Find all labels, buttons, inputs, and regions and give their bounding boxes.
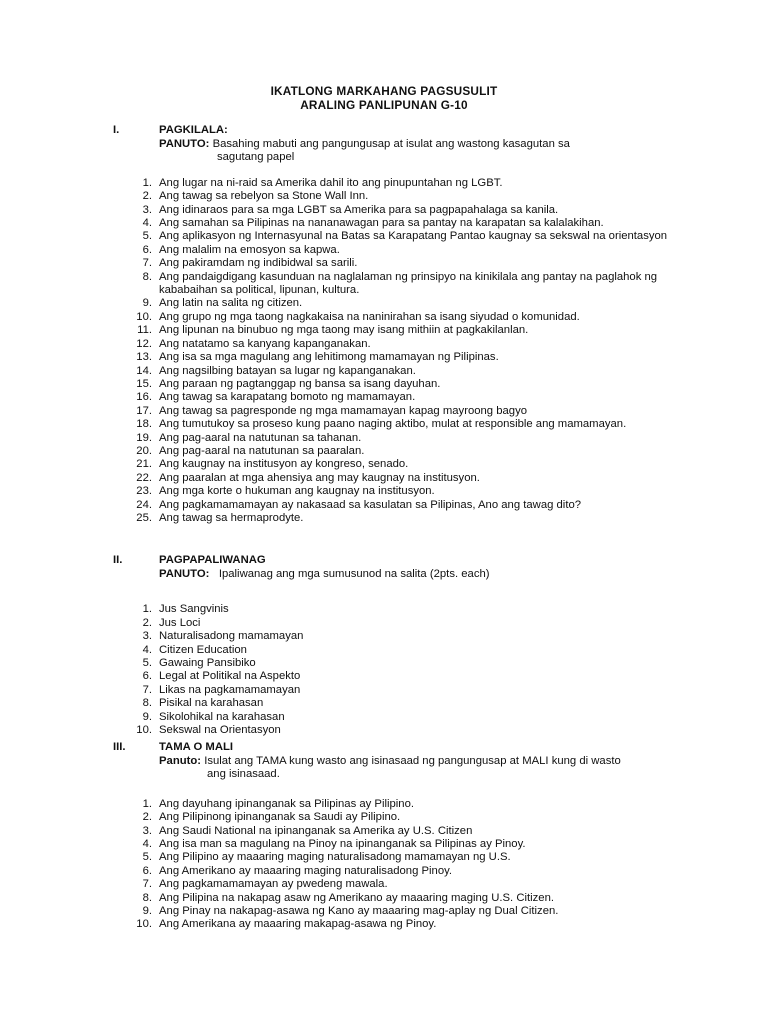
instructions-text: Ipaliwanag ang mga sumusunod na salita (2pts. each) <box>218 568 490 580</box>
question-text: Ang pagkamamamayan ay nakasaad sa kasulatan sa Pilipinas, Ano ang tawag dito? <box>159 498 582 511</box>
term-item <box>0 630 689 643</box>
term-text: Pisikal na karahasan <box>159 697 264 710</box>
question-number: 20. <box>136 444 152 457</box>
statement-text: Ang Pilipinong ipinanganak sa Saudi ay Pilipino. <box>159 811 401 824</box>
question-number: 15. <box>136 377 152 390</box>
section-header <box>0 741 768 755</box>
statement-item <box>0 878 689 891</box>
question-item <box>0 177 689 190</box>
question-item <box>0 391 689 404</box>
statement-item <box>0 851 689 864</box>
question-item <box>0 365 689 378</box>
question-number: 6. <box>142 243 152 256</box>
term-item <box>0 670 689 683</box>
question-item <box>0 324 689 337</box>
question-text: Ang grupo ng mga taong nagkakaisa na naninirahan sa isang siyudad o komunidad. <box>159 310 580 323</box>
question-item <box>0 271 689 298</box>
statement-number: 3. <box>142 824 152 837</box>
question-number: 8. <box>142 270 152 283</box>
statement-text: Ang Pilipino ay maaaring maging naturalisadong mamamayan ng U.S. <box>159 851 511 864</box>
statement-text: Ang Pinay na nakapag-asawa ng Kano ay maaaring mag-aplay ng Dual Citizen. <box>159 905 559 918</box>
question-text: Ang pag-aaral na natutunan sa tahanan. <box>159 431 362 444</box>
statement-number: 5. <box>142 851 152 864</box>
section-pagpapaliwanag <box>0 554 768 737</box>
question-text: Ang latin na salita ng citizen. <box>159 297 303 310</box>
question-item <box>0 485 689 498</box>
question-item <box>0 338 689 351</box>
term-number: 10. <box>136 724 152 737</box>
question-text: Ang pag-aaral na natutunan sa paaralan. <box>159 444 365 457</box>
question-text: Ang kaugnay na institusyon ay kongreso, senado. <box>159 458 409 471</box>
question-text: Ang tawag sa rebelyon sa Stone Wall Inn. <box>159 190 369 203</box>
question-number: 21. <box>136 458 152 471</box>
section-number: II. <box>113 554 123 566</box>
statement-text: Ang dayuhang ipinanganak sa Pilipinas ay Pilipino. <box>159 797 414 810</box>
statement-number: 2. <box>142 811 152 824</box>
section-number: III. <box>113 741 126 753</box>
question-text: Ang pakiramdam ng indibidwal sa sarili. <box>159 257 358 270</box>
section-instructions <box>159 755 699 782</box>
instructions-text: Basahing mabuti ang pangungusap at isulat ang wastong kasagutan sa <box>212 138 570 150</box>
statement-item <box>0 838 689 851</box>
term-text: Naturalisadong mamamayan <box>159 630 304 643</box>
instructions-text-continued: sagutang papel <box>217 151 295 164</box>
statement-list <box>0 798 768 932</box>
term-item <box>0 697 689 710</box>
term-number: 4. <box>142 643 152 656</box>
term-number: 9. <box>142 710 152 723</box>
term-item <box>0 711 689 724</box>
question-number: 5. <box>142 230 152 243</box>
question-text: Ang samahan sa Pilipinas na nananawagan para sa pantay na karapatan sa kalalakihan. <box>159 217 604 230</box>
question-text: Ang aplikasyon ng Internasyunal na Batas sa Karapatang Pantao kaugnay sa sekswal na orientasyon <box>159 230 668 243</box>
question-number: 17. <box>136 404 152 417</box>
section-instructions <box>159 568 679 581</box>
statement-text: Ang Pilipina na nakapag asaw ng Amerikano ay maaaring maging U.S. Citizen. <box>159 891 554 904</box>
instructions-text: Isulat ang TAMA kung wasto ang isinasaad ng pangungusap at MALI kung di wasto <box>204 755 621 767</box>
question-list <box>0 177 768 526</box>
exam-title: IKATLONG MARKAHANG PAGSUSULIT <box>270 84 498 98</box>
question-number: 12. <box>136 337 152 350</box>
question-text: Ang malalim na emosyon sa kapwa. <box>159 243 340 256</box>
statement-item <box>0 865 689 878</box>
question-item <box>0 432 689 445</box>
question-item <box>0 499 689 512</box>
term-item <box>0 657 689 670</box>
term-item <box>0 724 689 737</box>
section-header <box>0 554 768 568</box>
term-item <box>0 644 689 657</box>
term-number: 6. <box>142 670 152 683</box>
question-item <box>0 418 689 431</box>
instructions-label: PANUTO: <box>159 138 210 150</box>
question-number: 7. <box>142 257 152 270</box>
term-item <box>0 684 689 697</box>
section-tama-o-mali <box>0 741 768 932</box>
section-instructions <box>159 138 679 165</box>
statement-item <box>0 918 689 931</box>
question-text: Ang tawag sa hermaprodyte. <box>159 511 304 524</box>
statement-item <box>0 811 689 824</box>
question-number: 13. <box>136 351 152 364</box>
term-number: 3. <box>142 630 152 643</box>
term-text: Sekswal na Orientasyon <box>159 724 281 737</box>
question-item <box>0 311 689 324</box>
question-number: 2. <box>142 190 152 203</box>
statement-number: 6. <box>142 864 152 877</box>
statement-number: 10. <box>136 918 152 931</box>
term-item <box>0 603 689 616</box>
instructions-label: PANUTO: <box>159 568 210 580</box>
statement-number: 4. <box>142 838 152 851</box>
term-text: Sikolohikal na karahasan <box>159 710 285 723</box>
statement-text: Ang Amerikano ay maaaring maging naturalisadong Pinoy. <box>159 864 453 877</box>
question-item <box>0 378 689 391</box>
statement-number: 8. <box>142 891 152 904</box>
question-item <box>0 472 689 485</box>
question-text: Ang isa sa mga magulang ang lehitimong mamamayan ng Pilipinas. <box>159 351 499 364</box>
statement-item <box>0 905 689 918</box>
question-text: Ang tumutukoy sa proseso kung paano naging aktibo, mulat at responsible ang mamamayan. <box>159 418 627 431</box>
question-number: 1. <box>142 176 152 189</box>
instructions-text-continued: ang isinasaad. <box>207 768 280 781</box>
question-text: Ang mga korte o hukuman ang kaugnay na institusyon. <box>159 485 435 498</box>
question-item <box>0 257 689 270</box>
instructions-label: Panuto: <box>159 755 202 767</box>
question-item <box>0 217 689 230</box>
question-text: Ang natatamo sa kanyang kapanganakan. <box>159 337 371 350</box>
term-text: Citizen Education <box>159 643 247 656</box>
question-number: 22. <box>136 471 152 484</box>
question-item <box>0 458 689 471</box>
question-item <box>0 230 689 243</box>
question-number: 19. <box>136 431 152 444</box>
section-header <box>0 124 768 138</box>
statement-text: Ang pagkamamamayan ay pwedeng mawala. <box>159 878 388 891</box>
term-number: 8. <box>142 697 152 710</box>
question-number: 25. <box>136 511 152 524</box>
statement-item <box>0 892 689 905</box>
question-number: 16. <box>136 391 152 404</box>
term-text: Jus Sangvinis <box>159 603 229 616</box>
question-text: Ang tawag sa karapatang bomoto ng mamamayan. <box>159 391 416 404</box>
section-pagkilala <box>0 124 768 525</box>
question-text: Ang lugar na ni-raid sa Amerika dahil ito ang pinupuntahan ng LGBT. <box>159 176 503 189</box>
statement-number: 9. <box>142 905 152 918</box>
question-number: 11. <box>137 324 152 337</box>
section-title: PAGKILALA: <box>159 124 228 136</box>
statement-number: 7. <box>142 878 152 891</box>
statement-text: Ang isa man sa magulang na Pinoy na ipinanganak sa Pilipinas ay Pinoy. <box>159 838 526 851</box>
question-text: Ang tawag sa pagresponde ng mga mamamayan kapag mayroong bagyo <box>159 404 528 417</box>
term-number: 5. <box>142 657 152 670</box>
question-number: 24. <box>136 498 152 511</box>
statement-item <box>0 825 689 838</box>
statement-text: Ang Amerikana ay maaaring makapag-asawa ng Pinoy. <box>159 918 437 931</box>
question-item <box>0 204 689 217</box>
question-item <box>0 244 689 257</box>
question-number: 10. <box>136 310 152 323</box>
question-text: Ang idinaraos para sa mga LGBT sa Amerika para sa pagpapahalaga sa kanila. <box>159 203 559 216</box>
question-text: Ang paraan ng pagtanggap ng bansa sa isang dayuhan. <box>159 377 441 390</box>
statement-number: 1. <box>142 797 152 810</box>
question-item <box>0 190 689 203</box>
question-number: 18. <box>136 418 152 431</box>
term-number: 1. <box>142 603 152 616</box>
section-number: I. <box>113 124 120 136</box>
question-number: 23. <box>136 485 152 498</box>
question-item <box>0 512 689 525</box>
term-text: Legal at Politikal na Aspekto <box>159 670 301 683</box>
question-text: Ang pandaigdigang kasunduan na naglalaman ng prinsipyo na kinikilala ang pantay na paglahok ng kababaihan sa political, lipunan, kultura. <box>159 270 658 297</box>
question-item <box>0 405 689 418</box>
question-item <box>0 445 689 458</box>
question-number: 9. <box>142 297 152 310</box>
exam-subtitle: ARALING PANLIPUNAN G-10 <box>300 98 468 112</box>
question-item <box>0 351 689 364</box>
section-title: TAMA O MALI <box>159 741 234 753</box>
term-text: Gawaing Pansibiko <box>159 657 256 670</box>
term-number: 7. <box>142 683 152 696</box>
term-text: Likas na pagkamamamayan <box>159 683 301 696</box>
statement-text: Ang Saudi National na ipinanganak sa Amerika ay U.S. Citizen <box>159 824 473 837</box>
term-number: 2. <box>142 616 152 629</box>
section-title: PAGPAPALIWANAG <box>159 554 266 566</box>
term-text: Jus Loci <box>159 616 201 629</box>
question-text: Ang nagsilbing batayan sa lugar ng kapanganakan. <box>159 364 416 377</box>
question-number: 3. <box>142 203 152 216</box>
question-text: Ang paaralan at mga ahensiya ang may kaugnay na institusyon. <box>159 471 480 484</box>
term-list <box>0 603 768 737</box>
statement-item <box>0 798 689 811</box>
question-text: Ang lipunan na binubuo ng mga taong may isang mithiin at pagkakilanlan. <box>159 324 529 337</box>
term-item <box>0 617 689 630</box>
question-item <box>0 297 689 310</box>
question-number: 4. <box>142 217 152 230</box>
question-number: 14. <box>136 364 152 377</box>
